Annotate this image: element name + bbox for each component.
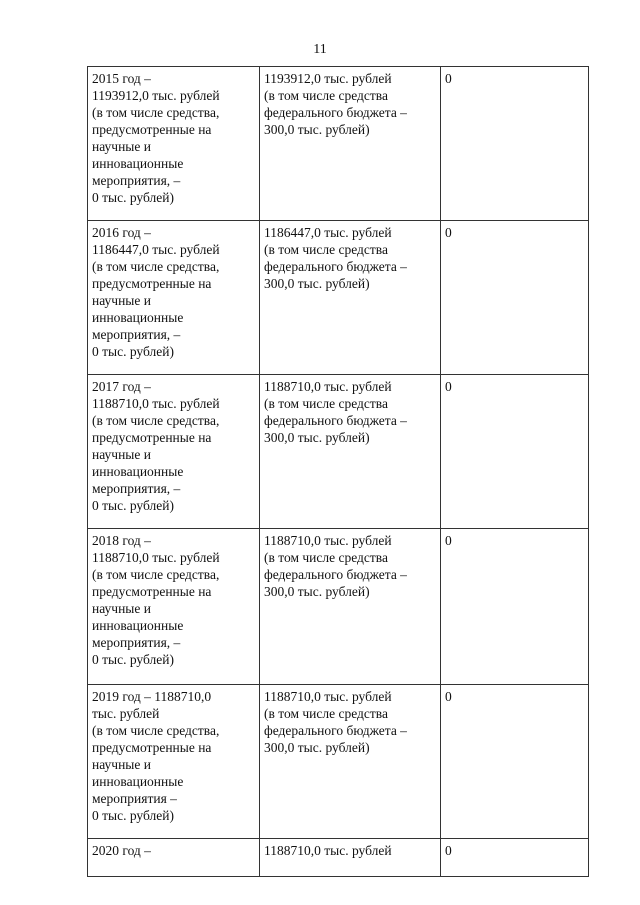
text-line: федерального бюджета –: [264, 413, 407, 428]
text-line: научные и: [92, 601, 151, 616]
year-total-cell: [88, 839, 260, 877]
budget-amount-cell: [260, 375, 441, 529]
page-number: 11: [313, 42, 327, 57]
text-line: 0: [445, 843, 452, 858]
text-line: 1188710,0 тыс. рублей: [264, 533, 392, 548]
text-line: 2016 год –: [92, 225, 151, 240]
text-line: 1186447,0 тыс. рублей: [92, 242, 220, 257]
text-line: (в том числе средства,: [92, 567, 220, 582]
table-row: [88, 685, 589, 839]
year-total-cell: [88, 67, 260, 221]
text-line: мероприятия, –: [92, 635, 181, 650]
text-line: 1186447,0 тыс. рублей: [264, 225, 392, 240]
text-line: 1188710,0 тыс. рублей: [92, 396, 220, 411]
text-line: научные и: [92, 757, 151, 772]
extra-amount-cell: [441, 67, 589, 221]
text-line: 1193912,0 тыс. рублей: [264, 71, 392, 86]
text-line: инновационные: [92, 310, 184, 325]
text-line: федерального бюджета –: [264, 105, 407, 120]
text-line: 0 тыс. рублей): [92, 498, 174, 513]
text-line: предусмотренные на: [92, 122, 212, 137]
text-line: инновационные: [92, 156, 184, 171]
text-line: федерального бюджета –: [264, 723, 407, 738]
text-line: 0: [445, 533, 452, 548]
text-line: (в том числе средства: [264, 550, 388, 565]
text-line: 1193912,0 тыс. рублей: [92, 88, 220, 103]
budget-amount-cell: [260, 67, 441, 221]
text-line: (в том числе средства,: [92, 105, 220, 120]
text-line: предусмотренные на: [92, 584, 212, 599]
text-line: 300,0 тыс. рублей): [264, 740, 370, 755]
budget-amount-cell: [260, 221, 441, 375]
text-line: 300,0 тыс. рублей): [264, 122, 370, 137]
text-line: (в том числе средства: [264, 242, 388, 257]
extra-amount-cell: [441, 221, 589, 375]
text-line: (в том числе средства,: [92, 413, 220, 428]
extra-amount-cell: [441, 839, 589, 877]
text-line: 300,0 тыс. рублей): [264, 276, 370, 291]
text-line: 2015 год –: [92, 71, 151, 86]
budget-amount-cell: [260, 839, 441, 877]
text-line: 0 тыс. рублей): [92, 344, 174, 359]
text-line: научные и: [92, 139, 151, 154]
text-line: (в том числе средства: [264, 706, 388, 721]
text-line: мероприятия, –: [92, 173, 181, 188]
text-line: 300,0 тыс. рублей): [264, 584, 370, 599]
text-line: 2019 год – 1188710,0: [92, 689, 212, 704]
text-line: инновационные: [92, 464, 184, 479]
text-line: (в том числе средства,: [92, 723, 220, 738]
text-line: 0: [445, 71, 452, 86]
text-line: 0 тыс. рублей): [92, 652, 174, 667]
text-line: предусмотренные на: [92, 430, 212, 445]
text-line: 2020 год –: [92, 843, 151, 858]
funding-table: [87, 66, 589, 877]
text-line: 0: [445, 379, 452, 394]
year-total-cell: [88, 221, 260, 375]
text-line: (в том числе средства,: [92, 259, 220, 274]
text-line: инновационные: [92, 774, 184, 789]
text-line: (в том числе средства: [264, 396, 388, 411]
text-line: 1188710,0 тыс. рублей: [264, 379, 392, 394]
text-line: мероприятия –: [92, 791, 177, 806]
text-line: 0: [445, 225, 452, 240]
text-line: тыс. рублей: [92, 706, 160, 721]
text-line: 300,0 тыс. рублей): [264, 430, 370, 445]
year-total-cell: [88, 375, 260, 529]
text-line: 1188710,0 тыс. рублей: [264, 843, 392, 858]
text-line: 0: [445, 689, 452, 704]
table-row: [88, 839, 589, 877]
text-line: мероприятия, –: [92, 481, 181, 496]
text-line: федерального бюджета –: [264, 567, 407, 582]
extra-amount-cell: [441, 375, 589, 529]
table-row: [88, 67, 589, 221]
table-row: [88, 221, 589, 375]
text-line: 1188710,0 тыс. рублей: [264, 689, 392, 704]
text-line: предусмотренные на: [92, 276, 212, 291]
text-line: 2017 год –: [92, 379, 151, 394]
text-line: предусмотренные на: [92, 740, 212, 755]
budget-amount-cell: [260, 529, 441, 685]
year-total-cell: [88, 685, 260, 839]
table-row: [88, 375, 589, 529]
extra-amount-cell: [441, 685, 589, 839]
text-line: мероприятия, –: [92, 327, 181, 342]
text-line: 0 тыс. рублей): [92, 808, 174, 823]
text-line: научные и: [92, 447, 151, 462]
text-line: 2018 год –: [92, 533, 151, 548]
table-row: [88, 529, 589, 685]
text-line: 1188710,0 тыс. рублей: [92, 550, 220, 565]
year-total-cell: [88, 529, 260, 685]
text-line: 0 тыс. рублей): [92, 190, 174, 205]
text-line: (в том числе средства: [264, 88, 388, 103]
text-line: научные и: [92, 293, 151, 308]
text-line: инновационные: [92, 618, 184, 633]
extra-amount-cell: [441, 529, 589, 685]
budget-amount-cell: [260, 685, 441, 839]
text-line: федерального бюджета –: [264, 259, 407, 274]
